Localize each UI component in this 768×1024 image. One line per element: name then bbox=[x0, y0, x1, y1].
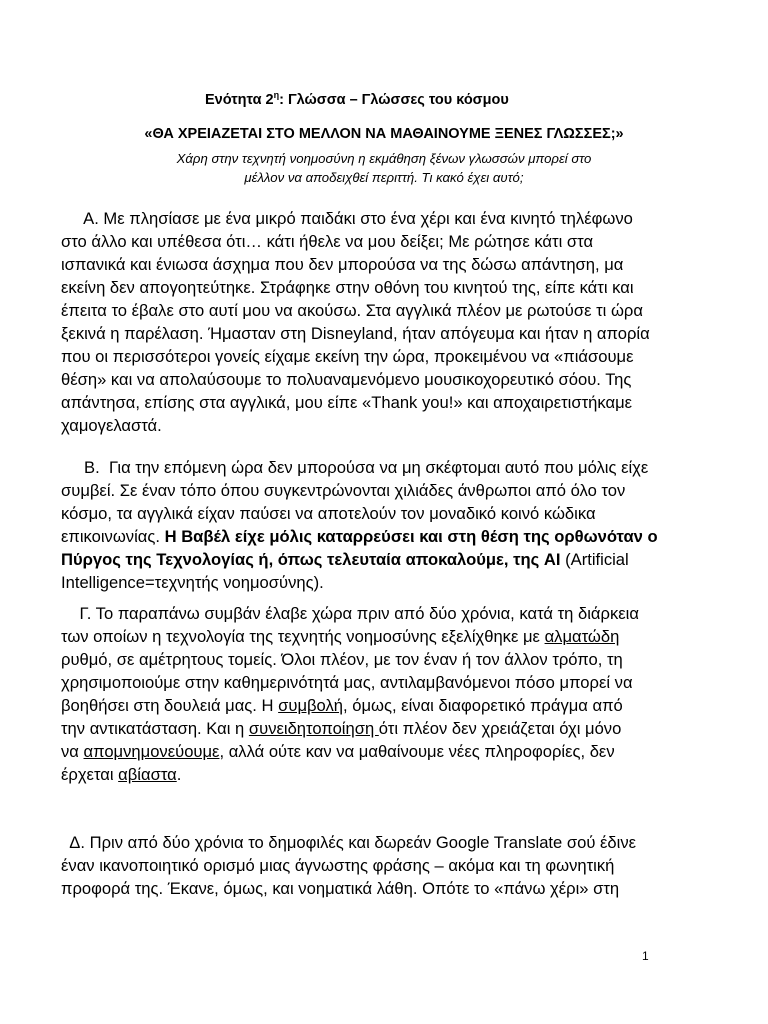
bold-emphasis-text: Πύργος της Τεχνολογίας ή, όπως τελευταία αποκαλούμε, της AI bbox=[61, 550, 561, 569]
paragraph-line: Δ. Πριν από δύο χρόνια το δημοφιλές και δωρεάν Google Translate σού έδινε bbox=[61, 833, 637, 852]
paragraph-line: συμβεί. Σε έναν τόπο όπου συγκεντρώνονται χιλιάδες άνθρωποι από όλο τον bbox=[61, 481, 626, 500]
unit-title-rest: : Γλώσσα – Γλώσσες του κόσμου bbox=[279, 92, 509, 108]
unit-title-superscript: η bbox=[273, 90, 280, 100]
paragraph-line bbox=[61, 625, 721, 648]
paragraph-d bbox=[61, 831, 721, 900]
paragraph-line: έναν ικανοποιητικό ορισμό μιας άγνωστης φράσης – ακόμα και τη φωνητική bbox=[61, 856, 615, 875]
paragraph-line: έπειτα το έβαλε στο αυτί μου να ακούσω. Στα αγγλικά πλέον με ρωτούσε τι ώρα bbox=[61, 301, 643, 320]
article-subtitle-line-2: μέλλον να αποδειχθεί περιττή. Τι κακό έχει αυτό; bbox=[244, 170, 524, 185]
paragraph-line bbox=[61, 525, 721, 548]
paragraph-line: προφορά της. Έκανε, όμως, και νοηματικά λάθη. Οπότε το «πάνω χέρι» στη bbox=[61, 879, 620, 898]
paragraph-line bbox=[61, 740, 721, 763]
paragraph-line bbox=[61, 694, 721, 717]
paragraph-text: έρχεται bbox=[61, 765, 119, 784]
underlined-word: αλματώδη bbox=[544, 627, 620, 646]
paragraph-text: . bbox=[176, 765, 182, 784]
paragraph-line: θέση» και να απολαύσουμε το πολυαναμενόμενο μουσικοχορευτικό σόου. Της bbox=[61, 370, 632, 389]
paragraph-line: στο άλλο και υπέθεσα ότι… κάτι ήθελε να μου δείξει; Με ρώτησε κάτι στα bbox=[61, 232, 594, 251]
paragraph-line: ισπανικά και ένιωσα άσχημα που δεν μπορούσα να της δώσω απάντηση, μα bbox=[61, 255, 624, 274]
bold-emphasis-text: Η Βαβέλ είχε μόλις καταρρεύσει και στη θέση της ορθωνόταν ο bbox=[164, 527, 658, 546]
paragraph-line: ρυθμό, σε αμέτρητους τομείς. Όλοι πλέον, με τον έναν ή τον άλλον τρόπο, τη bbox=[61, 650, 623, 669]
article-headline: «ΘΑ ΧΡΕΙΑΖΕΤΑΙ ΣΤΟ ΜΕΛΛΟΝ ΝΑ ΜΑΘΑΙΝΟΥΜΕ ΞΕΝΕΣ ΓΛΩΣΣΕΣ;» bbox=[144, 126, 624, 142]
paragraph-line bbox=[61, 763, 721, 786]
paragraph-line: χρησιμοποιούμε στην καθημερινότητά μας, αντιλαμβανόμενοι πόσο μπορεί να bbox=[61, 673, 633, 692]
paragraph-text: βοηθήσει στη δουλειά μας. Η bbox=[61, 696, 279, 715]
underlined-word: αβίαστα bbox=[118, 765, 177, 784]
underlined-word: συνειδητοποίηση bbox=[248, 719, 379, 738]
paragraph-text: επικοινωνίας. bbox=[61, 527, 165, 546]
paragraph-text: των οποίων η τεχνολογία της τεχνητής νοημοσύνης εξελίχθηκε με bbox=[61, 627, 545, 646]
unit-title-text: Ενότητα 2 bbox=[205, 92, 274, 108]
paragraph-text: , όμως, είναι διαφορετικό πράγμα από bbox=[343, 696, 623, 715]
paragraph-line: Α. Με πλησίασε με ένα μικρό παιδάκι στο ένα χέρι και ένα κινητό τηλέφωνο bbox=[61, 209, 633, 228]
paragraph-line: Γ. Το παραπάνω συμβάν έλαβε χώρα πριν από δύο χρόνια, κατά τη διάρκεια bbox=[61, 604, 639, 623]
paragraph-line: ξεκινά η παρέλαση. Ήμασταν στη Disneyland, ήταν απόγευμα και ήταν η απορία bbox=[61, 324, 650, 343]
page-number: 1 bbox=[642, 949, 649, 963]
paragraph-text: την αντικατάσταση. Και η bbox=[61, 719, 249, 738]
paragraph-line: χαμογελαστά. bbox=[61, 416, 162, 435]
paragraph-line bbox=[61, 548, 721, 571]
paragraph-text: , αλλά ούτε καν να μαθαίνουμε νέες πληροφορίες, δεν bbox=[219, 742, 615, 761]
unit-title bbox=[205, 90, 509, 108]
underlined-word: απομνημονεύουμε bbox=[83, 742, 220, 761]
underlined-word: συμβολή bbox=[278, 696, 343, 715]
paragraph-line: Intelligence=τεχνητής νοημοσύνης). bbox=[61, 573, 324, 592]
paragraph-line: κόσμο, τα αγγλικά είχαν παύσει να αποτελούν τον μοναδικό κοινό κώδικα bbox=[61, 504, 596, 523]
paragraph-text: να bbox=[61, 742, 84, 761]
paragraph-text: (Artificial bbox=[560, 550, 629, 569]
paragraph-b bbox=[61, 456, 721, 594]
paragraph-c bbox=[61, 602, 721, 786]
paragraph-line: Β. Για την επόμενη ώρα δεν μπορούσα να μη σκέφτομαι αυτό που μόλις είχε bbox=[61, 458, 649, 477]
paragraph-line: απάντησα, επίσης στα αγγλικά, μου είπε «Thank you!» και αποχαιρετιστήκαμε bbox=[61, 393, 633, 412]
paragraph-line: που οι περισσότεροι γονείς είχαμε εκείνη την ώρα, προκειμένου να «πιάσουμε bbox=[61, 347, 634, 366]
paragraph-text: ότι πλέον δεν χρειάζεται όχι μόνο bbox=[378, 719, 622, 738]
paragraph-line bbox=[61, 717, 721, 740]
paragraph-a bbox=[61, 207, 721, 437]
article-subtitle-line-1: Χάρη στην τεχνητή νοημοσύνη η εκμάθηση ξένων γλωσσών μπορεί στο bbox=[176, 151, 592, 166]
paragraph-line: εκείνη δεν απογοητεύτηκε. Στράφηκε στην οθόνη του κινητού της, είπε κάτι και bbox=[61, 278, 634, 297]
